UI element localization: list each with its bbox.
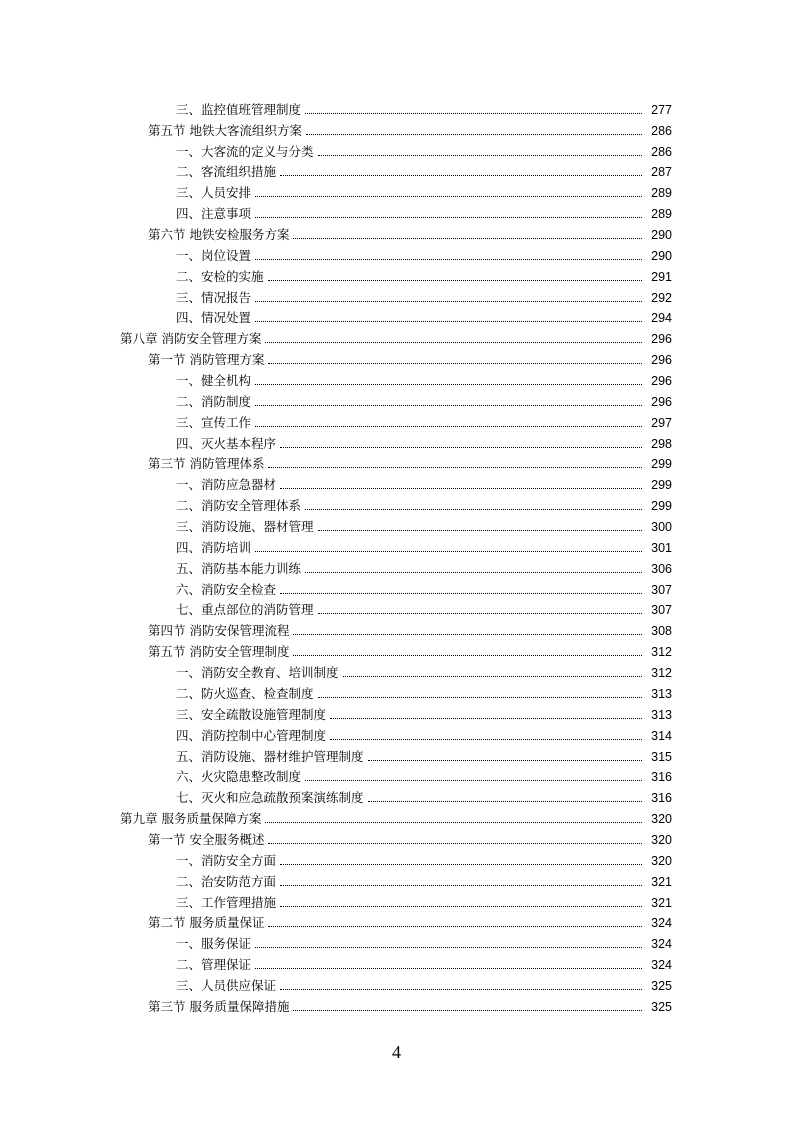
toc-dot-leader <box>255 320 642 322</box>
toc-entry[interactable] <box>0 284 793 305</box>
toc-dot-leader <box>280 884 642 886</box>
toc-entry[interactable] <box>0 409 793 430</box>
toc-entry-label: 七、重点部位的消防管理 <box>176 602 314 618</box>
toc-entry-label: 三、工作管理措施 <box>176 894 277 910</box>
toc-entry-page: 290 <box>651 228 672 243</box>
toc-entry[interactable] <box>0 138 793 159</box>
toc-dot-leader <box>255 195 642 197</box>
toc-entry-label: 六、消防安全检查 <box>176 581 277 597</box>
toc-entry[interactable] <box>0 534 793 555</box>
toc-entry-page: 299 <box>651 499 672 514</box>
toc-dot-leader <box>343 675 642 677</box>
toc-entry[interactable] <box>0 659 793 680</box>
toc-entry[interactable] <box>0 764 793 785</box>
toc-entry-page: 286 <box>651 123 672 138</box>
toc-entry[interactable] <box>0 242 793 263</box>
toc-entry[interactable] <box>0 200 793 221</box>
toc-dot-leader <box>280 905 642 907</box>
toc-entry-label: 二、管理保证 <box>176 957 252 973</box>
toc-entry-page: 321 <box>651 895 672 910</box>
toc-dot-leader <box>330 738 642 740</box>
toc-dot-leader <box>318 154 642 156</box>
toc-entry-page: 294 <box>651 311 672 326</box>
toc-entry[interactable] <box>0 972 793 993</box>
toc-entry-label: 三、人员安排 <box>176 185 252 201</box>
toc-entry[interactable] <box>0 367 793 388</box>
toc-dot-leader <box>280 988 642 990</box>
toc-entry-page: 299 <box>651 478 672 493</box>
toc-entry-page: 296 <box>651 394 672 409</box>
toc-dot-leader <box>293 654 642 656</box>
toc-entry-label: 三、监控值班管理制度 <box>176 101 302 117</box>
toc-entry[interactable] <box>0 930 793 951</box>
toc-entry-label: 第六节 地铁安检服务方案 <box>148 227 290 243</box>
toc-entry-page: 298 <box>651 436 672 451</box>
toc-entry-page: 292 <box>651 290 672 305</box>
toc-entry-page: 315 <box>651 749 672 764</box>
toc-entry[interactable] <box>0 701 793 722</box>
toc-entry[interactable] <box>0 492 793 513</box>
toc-dot-leader <box>293 1009 642 1011</box>
toc-entry-label: 三、宣传工作 <box>176 414 252 430</box>
toc-entry[interactable] <box>0 179 793 200</box>
toc-entry[interactable] <box>0 576 793 597</box>
toc-entry-label: 三、消防设施、器材管理 <box>176 519 314 535</box>
toc-entry-label: 一、消防应急器材 <box>176 477 277 493</box>
page-number: 4 <box>392 1042 401 1062</box>
toc-entry-page: 316 <box>651 791 672 806</box>
toc-entry-page: 286 <box>651 144 672 159</box>
toc-entry-page: 325 <box>651 999 672 1014</box>
toc-entry-page: 307 <box>651 603 672 618</box>
toc-entry-label: 第五节 地铁大客流组织方案 <box>148 122 302 138</box>
toc-dot-leader <box>255 550 642 552</box>
toc-dot-leader <box>265 821 642 823</box>
toc-entry[interactable] <box>0 96 793 117</box>
toc-entry[interactable] <box>0 221 793 242</box>
toc-entry[interactable] <box>0 159 793 180</box>
toc-entry-label: 二、防火巡查、检查制度 <box>176 685 314 701</box>
toc-entry-label: 一、健全机构 <box>176 373 252 389</box>
toc-entry[interactable] <box>0 597 793 618</box>
toc-entry-page: 296 <box>651 374 672 389</box>
toc-dot-leader <box>280 863 642 865</box>
toc-entry[interactable] <box>0 451 793 472</box>
toc-entry-label: 三、情况报告 <box>176 289 252 305</box>
toc-entry-label: 第一节 消防管理方案 <box>148 352 265 368</box>
toc-entry-page: 307 <box>651 582 672 597</box>
toc-entry-label: 五、消防设施、器材维护管理制度 <box>176 748 364 764</box>
toc-entry-label: 四、注意事项 <box>176 206 252 222</box>
toc-entry[interactable] <box>0 847 793 868</box>
toc-entry-label: 三、人员供应保证 <box>176 977 277 993</box>
toc-entry[interactable] <box>0 951 793 972</box>
toc-entry-page: 313 <box>651 686 672 701</box>
toc-dot-leader <box>305 508 642 510</box>
toc-entry-page: 296 <box>651 353 672 368</box>
toc-dot-leader <box>268 842 642 844</box>
toc-entry-page: 287 <box>651 165 672 180</box>
toc-entry-label: 第四节 消防安保管理流程 <box>148 623 290 639</box>
toc-entry-page: 324 <box>651 916 672 931</box>
toc-dot-leader <box>255 300 642 302</box>
toc-entry-label: 第三节 服务质量保障措施 <box>148 998 290 1014</box>
toc-entry-page: 324 <box>651 937 672 952</box>
toc-entry-page: 314 <box>651 728 672 743</box>
toc-entry-page: 312 <box>651 666 672 681</box>
toc-entry[interactable] <box>0 784 793 805</box>
toc-dot-leader <box>368 759 642 761</box>
toc-dot-leader <box>368 800 642 802</box>
toc-dot-leader <box>305 779 642 781</box>
toc-entry-label: 一、大客流的定义与分类 <box>176 143 314 159</box>
toc-entry-label: 一、岗位设置 <box>176 247 252 263</box>
toc-dot-leader <box>255 946 642 948</box>
toc-entry-page: 313 <box>651 707 672 722</box>
toc-entry-label: 七、灭火和应急疏散预案演练制度 <box>176 790 364 806</box>
toc-entry[interactable] <box>0 346 793 367</box>
toc-entry-page: 316 <box>651 770 672 785</box>
toc-entry-page: 277 <box>651 102 672 117</box>
toc-dot-leader <box>255 258 642 260</box>
toc-entry[interactable] <box>0 617 793 638</box>
toc-dot-leader <box>255 425 642 427</box>
toc-entry-label: 四、情况处置 <box>176 310 252 326</box>
toc-entry[interactable] <box>0 555 793 576</box>
toc-entry[interactable] <box>0 638 793 659</box>
toc-entry-page: 320 <box>651 853 672 868</box>
toc-entry-page: 289 <box>651 207 672 222</box>
toc-dot-leader <box>268 362 642 364</box>
toc-entry-label: 第五节 消防安全管理制度 <box>148 644 290 660</box>
toc-entry[interactable] <box>0 826 793 847</box>
toc-entry[interactable] <box>0 325 793 346</box>
toc-entry-label: 四、灭火基本程序 <box>176 435 277 451</box>
toc-entry-page: 312 <box>651 645 672 660</box>
toc-entry-label: 二、消防安全管理体系 <box>176 498 302 514</box>
toc-entry-label: 第二节 服务质量保证 <box>148 915 265 931</box>
table-of-contents <box>0 96 793 1014</box>
toc-entry[interactable] <box>0 868 793 889</box>
toc-entry-page: 290 <box>651 248 672 263</box>
toc-dot-leader <box>268 925 642 927</box>
toc-entry-page: 306 <box>651 561 672 576</box>
toc-entry-page: 308 <box>651 624 672 639</box>
toc-entry-page: 300 <box>651 520 672 535</box>
toc-entry[interactable] <box>0 513 793 534</box>
toc-entry[interactable] <box>0 805 793 826</box>
toc-entry-label: 第一节 安全服务概述 <box>148 831 265 847</box>
toc-entry-page: 321 <box>651 874 672 889</box>
toc-entry-page: 301 <box>651 540 672 555</box>
toc-entry-label: 二、治安防范方面 <box>176 873 277 889</box>
toc-entry-page: 320 <box>651 812 672 827</box>
toc-dot-leader <box>255 967 642 969</box>
toc-dot-leader <box>305 112 642 114</box>
toc-entry[interactable] <box>0 471 793 492</box>
toc-entry-label: 二、安检的实施 <box>176 268 264 284</box>
toc-entry-label: 二、消防制度 <box>176 393 252 409</box>
toc-dot-leader <box>265 341 642 343</box>
toc-dot-leader <box>318 529 642 531</box>
toc-dot-leader <box>318 696 642 698</box>
toc-entry-label: 四、消防控制中心管理制度 <box>176 727 327 743</box>
toc-dot-leader <box>268 466 642 468</box>
toc-dot-leader <box>280 487 642 489</box>
toc-entry[interactable] <box>0 910 793 931</box>
toc-entry-page: 324 <box>651 958 672 973</box>
toc-dot-leader <box>280 592 642 594</box>
toc-entry-label: 第八章 消防安全管理方案 <box>120 331 262 347</box>
toc-entry-label: 第九章 服务质量保障方案 <box>120 811 262 827</box>
toc-entry-page: 297 <box>651 415 672 430</box>
toc-entry-label: 一、服务保证 <box>176 936 252 952</box>
toc-entry-page: 296 <box>651 332 672 347</box>
toc-entry[interactable] <box>0 305 793 326</box>
toc-entry-page: 325 <box>651 978 672 993</box>
toc-dot-leader <box>255 383 642 385</box>
toc-dot-leader <box>293 633 642 635</box>
toc-dot-leader <box>280 174 642 176</box>
toc-entry-label: 五、消防基本能力训练 <box>176 560 302 576</box>
toc-dot-leader <box>268 279 642 281</box>
toc-entry-label: 第三节 消防管理体系 <box>148 456 265 472</box>
toc-entry[interactable] <box>0 993 793 1014</box>
toc-dot-leader <box>330 717 642 719</box>
toc-dot-leader <box>255 216 642 218</box>
toc-entry-page: 291 <box>651 269 672 284</box>
toc-dot-leader <box>280 446 642 448</box>
toc-dot-leader <box>255 404 642 406</box>
toc-dot-leader <box>306 133 642 135</box>
toc-entry-label: 一、消防安全方面 <box>176 852 277 868</box>
toc-entry-page: 320 <box>651 832 672 847</box>
toc-entry[interactable] <box>0 263 793 284</box>
toc-entry-label: 六、火灾隐患整改制度 <box>176 769 302 785</box>
toc-entry[interactable] <box>0 430 793 451</box>
toc-entry-label: 二、客流组织措施 <box>176 164 277 180</box>
toc-dot-leader <box>293 237 642 239</box>
toc-dot-leader <box>318 612 642 614</box>
toc-entry[interactable] <box>0 680 793 701</box>
toc-entry-page: 289 <box>651 186 672 201</box>
toc-entry[interactable] <box>0 117 793 138</box>
toc-entry[interactable] <box>0 388 793 409</box>
toc-entry-page: 299 <box>651 457 672 472</box>
toc-entry[interactable] <box>0 722 793 743</box>
toc-entry-label: 四、消防培训 <box>176 539 252 555</box>
toc-dot-leader <box>305 571 642 573</box>
toc-entry-label: 三、安全疏散设施管理制度 <box>176 706 327 722</box>
toc-entry-label: 一、消防安全教育、培训制度 <box>176 665 339 681</box>
toc-entry[interactable] <box>0 743 793 764</box>
toc-entry[interactable] <box>0 889 793 910</box>
